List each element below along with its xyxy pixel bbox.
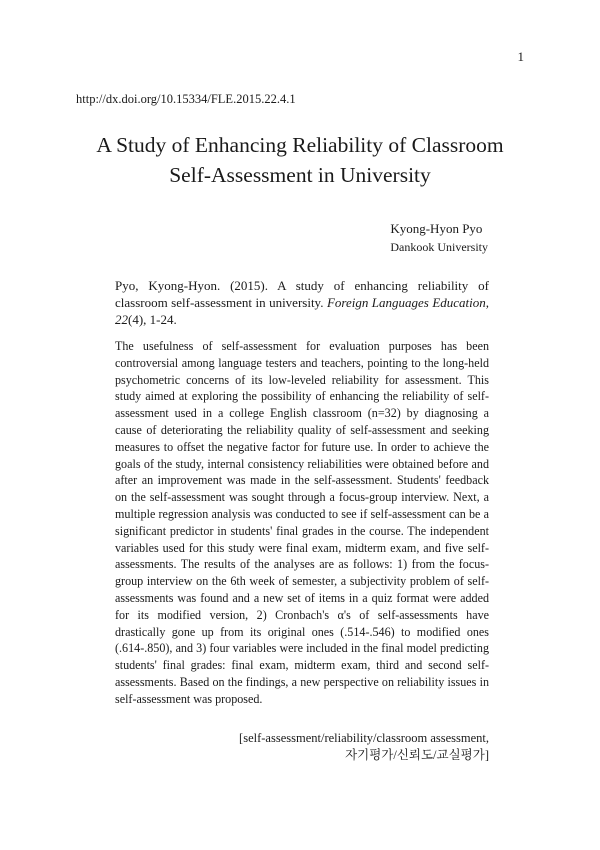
citation-prefix: Pyo, Kyong-Hyon. (2015). A study of enhancing reliability of classroom self-assessment in university.: [115, 278, 489, 310]
keywords: [239, 730, 489, 764]
title-line-2: Self-Assessment in University: [169, 163, 431, 187]
paper-title: [60, 130, 540, 190]
citation-suffix: (4), 1-24.: [128, 312, 177, 327]
keywords-line-1: [self-assessment/reliability/classroom assessment,: [239, 731, 489, 745]
keywords-line-2: 자기평가/신뢰도/교실평가]: [345, 748, 489, 762]
citation-journal: Foreign Languages Education, 22: [115, 295, 489, 327]
page-number: 1: [517, 49, 524, 64]
author-name: Kyong-Hyon Pyo: [390, 221, 483, 236]
title-line-1: A Study of Enhancing Reliability of Classroom: [96, 133, 504, 157]
citation: [115, 277, 489, 328]
doi-link[interactable]: http://dx.doi.org/10.15334/FLE.2015.22.4.1: [76, 92, 296, 106]
author-block: [390, 219, 488, 257]
author-affiliation: Dankook University: [390, 240, 488, 254]
abstract: The usefulness of self-assessment for evaluation purposes has been controversial among language testers and teachers, pointing to the long-held psychometric concerns of its low-leveled reliability for assessment. This study aimed at exploring the possibility of enhancing the reliability of self-assessment used in a college English classroom (n=32) by diagnosing a cause of deteriorating the reliability quality of self-assessment and seeking measures to offset the negative factor for future use. In order to achieve the goals of the study, internal consistency reliabilities were obtained before and after an improvement was made in the self-assessment. Students' feedback on the self-assessment was sought through a focus-group interview. Next, a multiple regression analysis was conducted to see if self-assessment can be a significant predictor in students' final grades in the course. The independent variables used for this study were final exam, midterm exam, and five self-assessments. The results of the analyses are as follows: 1) from the focus-group interview on the 6th week of semester, a subjectivity problem of self-assessments was found and a new set of items in a quiz format were added for its modified version, 2) Cronbach's α's of self-assessments have drastically gone up from its original ones (.514-.546) to modified ones (.614-.850), and 3) four variables were included in the final model predicting students' final grades: final exam, midterm exam, third and second self-assessments. Based on the findings, a new perspective on reliability issues in self-assessment was proposed.: [115, 339, 489, 706]
